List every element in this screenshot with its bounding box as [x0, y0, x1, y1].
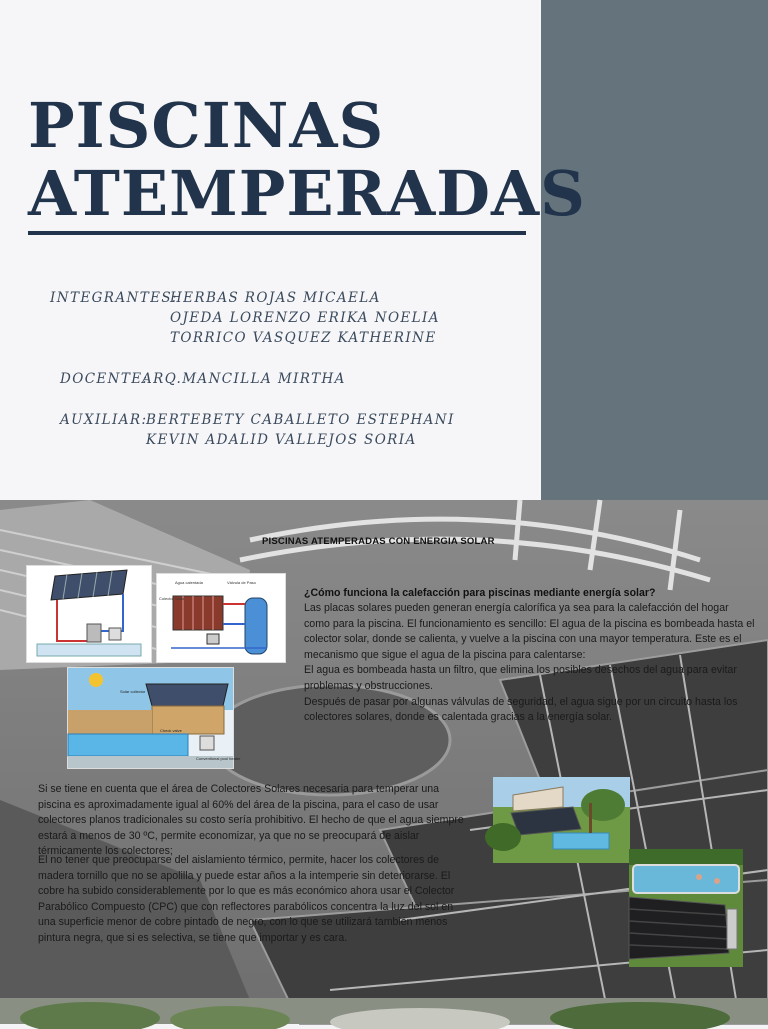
title-line-2: ATEMPERADAS: [28, 157, 586, 230]
diagram2-label-1: Agua calentada: [175, 580, 203, 585]
diagram3-label-2: Check valve: [160, 728, 182, 733]
integrante-1: HERBAS ROJAS MICAELA: [170, 290, 381, 306]
section-title: PISCINAS ATEMPERADAS CON ENERGIA SOLAR: [262, 536, 495, 547]
auxiliar-label: AUXILIAR:: [60, 412, 148, 428]
page-title: [28, 89, 586, 230]
auxiliar-1: BERTEBETY CABALLETO ESTEPHANI: [146, 412, 455, 428]
cover-section: [0, 0, 768, 500]
solar-heating-diagram-3: [67, 667, 241, 769]
diagram3-label-3: Conventional pool heater: [196, 756, 241, 761]
diagram2-label-3: Válvula de Paso: [227, 580, 256, 585]
intro-text-block: [304, 601, 756, 726]
integrante-2: OJEDA LORENZO ERIKA NOELIA: [170, 310, 440, 326]
diagram3-label-1: Solar collector: [120, 689, 146, 694]
materials-text: El no tener que preocuparse del aislamiento térmico, permite, hacer los colectores de madera tornillo que no se apolilla y puede estar años a la intemperie sin deteriorarse. El cobre ha subido considerablemente por lo que es más económico ahora usar el Colector Parabólico Compuesto (CPC) que con reflectores parabólicos concentra la luz del sol en una superficie menor de cobre pintado de negro, con lo que se utilizará también menos pintura negra, que si es selectiva, se tiene que importar y es cara.: [38, 854, 455, 944]
docente-label: DOCENTE:: [60, 371, 149, 387]
materials-paragraph: [38, 853, 470, 947]
intro-paragraph-2: El agua es bombeada hasta un filtro, que elimina los posibles desechos del agua para evitar problemas y obstrucciones.: [304, 664, 737, 692]
above-ground-pool-solar-photo: [629, 849, 743, 967]
title-underline: [28, 231, 526, 235]
diagram2-label-2: Colector Solar: [159, 596, 185, 601]
solar-house-pool-photo: [493, 777, 630, 863]
intro-paragraph-3: Después de pasar por algunas válvulas de seguridad, el agua sigue por un circuito hasta los colectores solares, donde es calentada gracias a la energía solar.: [304, 695, 738, 724]
bottom-greenery-image: [0, 998, 768, 1024]
solar-heating-diagram-2: [156, 573, 286, 663]
collector-area-paragraph: [38, 782, 470, 860]
title-line-1: PISCINAS: [28, 89, 385, 162]
docente-name: ARQ.MANCILLA MIRTHA: [142, 371, 346, 387]
auxiliar-2: KEVIN ADALID VALLEJOS SORIA: [146, 432, 417, 448]
integrante-3: TORRICO VASQUEZ KATHERINE: [170, 330, 437, 346]
intro-paragraph-1: Las placas solares pueden generan energía calorífica ya sea para la calefacción del hogar como para la piscina. El funcionamiento es sencillo: El agua de la piscina es bombeada hasta el colector solar, donde se calienta, y vuelve a la piscina con una mayor temperatura. Este es el mecanismo que sigue el agua de la piscina para calentarse:: [304, 602, 755, 661]
collector-area-text: Si se tiene en cuenta que el área de Colectores Solares necesaria para temperar una piscina es aproximadamente igual al 60% del área de la piscina, para el caso de usar colectores planos tradicionales su costo sería prohibitivo. El hecho de que el agua siempre estará a menos de 30 ºC, permite economizar, ya que no se preocupará de aislar térmicamente los colectores;: [38, 783, 464, 858]
integrantes-label: INTEGRANTES:: [50, 290, 178, 306]
side-color-panel: [541, 0, 768, 500]
question-heading: ¿Cómo funciona la calefacción para piscinas mediante energía solar?: [304, 587, 656, 599]
solar-heating-diagram-1: [26, 565, 152, 663]
